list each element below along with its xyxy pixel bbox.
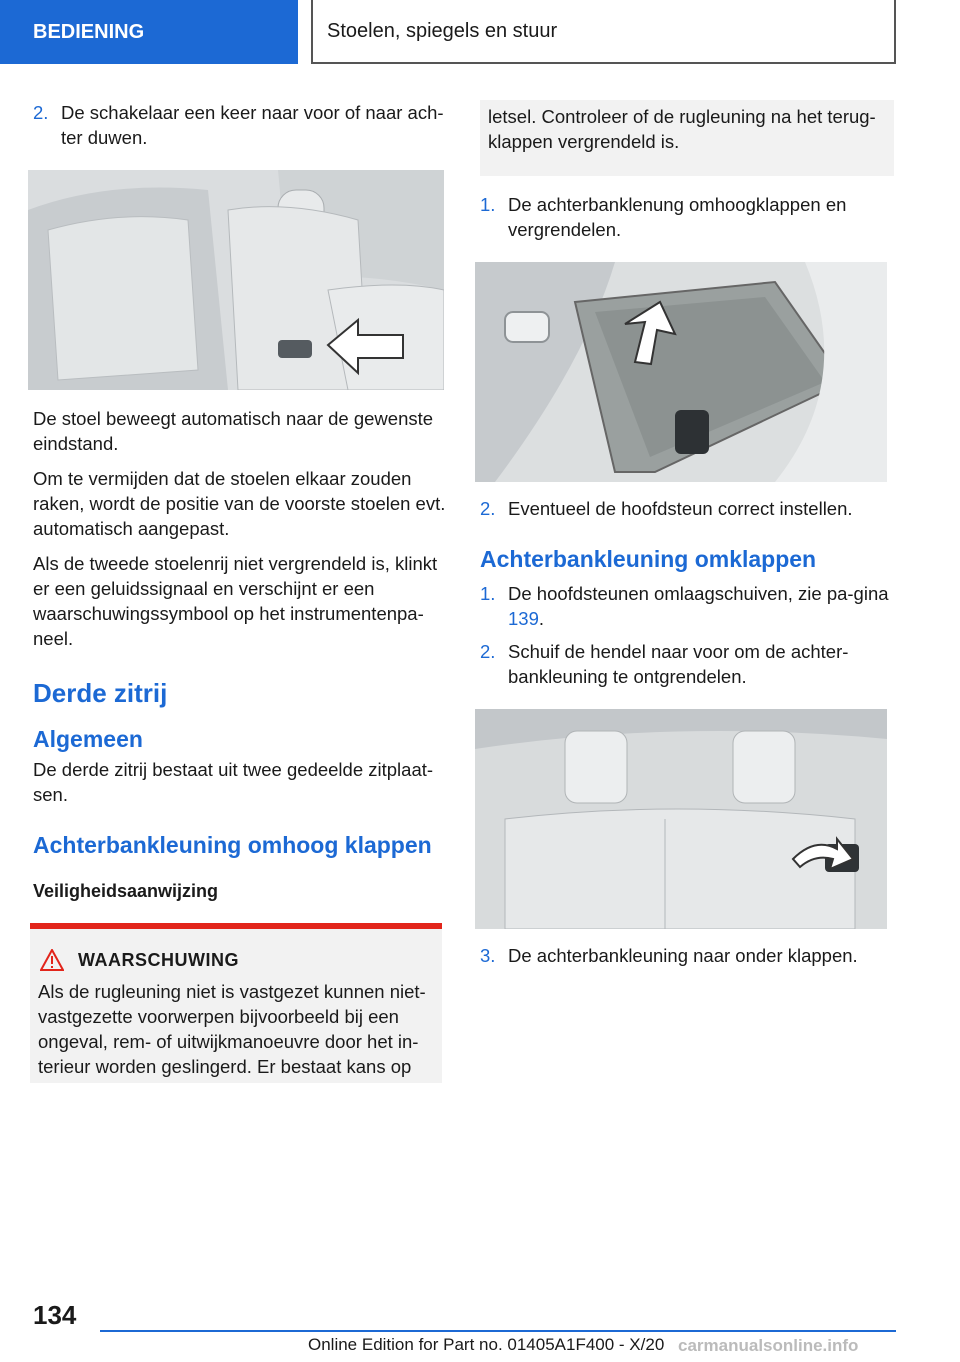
list-item [480, 943, 892, 968]
warning-box [30, 923, 442, 1083]
seat-switch-photo [28, 170, 444, 390]
right-column [480, 100, 892, 976]
step-number: 2. [480, 641, 496, 662]
footer-divider [100, 1330, 896, 1332]
subsection-heading: Achterbankleuning omhoog klappen [33, 832, 432, 858]
list-item [480, 639, 892, 689]
paragraph: Om te vermijden dat de stoelen elkaar zouden raken, wordt de positie van de voorste stoelen evt. automatisch aangepast. [33, 468, 446, 539]
minor-heading: Veiligheidsaanwijzing [33, 881, 219, 901]
step-text-part: De hoofdsteunen omlaagschuiven, zie pa-gina [508, 583, 889, 604]
seat-switch-illustration [28, 170, 444, 390]
page-link[interactable]: 139 [508, 608, 539, 629]
chapter-header [311, 0, 896, 64]
backrest-fold-photo [475, 709, 887, 929]
list-item [480, 581, 892, 631]
section-tab [0, 0, 298, 64]
backrest-fold-illustration [475, 709, 887, 929]
step-number: 3. [480, 945, 496, 966]
list-item [480, 192, 892, 242]
paragraph: De derde zitrij bestaat uit twee gedeelde zitplaat-sen. [33, 759, 434, 805]
section-title: BEDIENING [33, 20, 145, 43]
warning-label: WAARSCHUWING [78, 949, 239, 970]
step-text: De achterbankleuning naar onder klappen. [508, 945, 858, 966]
warning-text: letsel. Controleer of de rugleuning na het terug-klappen vergrendeld is. [488, 106, 876, 152]
warning-title [38, 949, 434, 971]
warning-continuation [480, 100, 894, 176]
section-heading: Derde zitrij [33, 678, 168, 708]
step-number: 1. [480, 194, 496, 215]
paragraph: De stoel beweegt automatisch naar de gewenste eindstand. [33, 408, 434, 454]
edition-text: Online Edition for Part no. 01405A1F400 - X/20 [308, 1335, 665, 1354]
step-number: 1. [480, 583, 496, 604]
step-text: De achterbanklenung omhoogklappen en vergrendelen. [508, 194, 847, 240]
list-item [480, 496, 892, 521]
step-text [508, 581, 892, 631]
step-number: 2. [480, 498, 496, 519]
warning-text: Als de rugleuning niet is vastgezet kunnen niet-vastgezette voorwerpen bijvoorbeeld bij een ongeval, rem- of uitwijkmanoeuvre door het in-terieur worden geslingerd. Er bestaat kans op [38, 981, 426, 1077]
warning-triangle-icon [40, 949, 64, 971]
backrest-up-photo [475, 262, 887, 482]
step-text-end: . [538, 608, 545, 629]
subsection-heading: Achterbankleuning omklappen [480, 546, 817, 572]
paragraph: Als de tweede stoelenrij niet vergrendeld is, klinkt er een geluidssignaal en verschijnt er een waarschuwingssymbool op het instrumentenpa-neel. [33, 553, 438, 649]
watermark: carmanualsonline.info [678, 1336, 859, 1355]
backrest-up-illustration [475, 262, 887, 482]
step-number: 2. [33, 102, 49, 123]
step-text: Schuif de hendel naar voor om de achter-bankleuning te ontgrendelen. [508, 641, 849, 687]
chapter-title: Stoelen, spiegels en stuur [327, 19, 558, 42]
step-text: De schakelaar een keer naar voor of naar ach-ter duwen. [61, 102, 444, 148]
list-item [33, 100, 449, 150]
left-column [33, 100, 449, 1083]
step-text: Eventueel de hoofdsteun correct instellen. [508, 498, 853, 519]
subsection-heading: Algemeen [33, 726, 143, 752]
page-number: 134 [33, 1300, 77, 1330]
